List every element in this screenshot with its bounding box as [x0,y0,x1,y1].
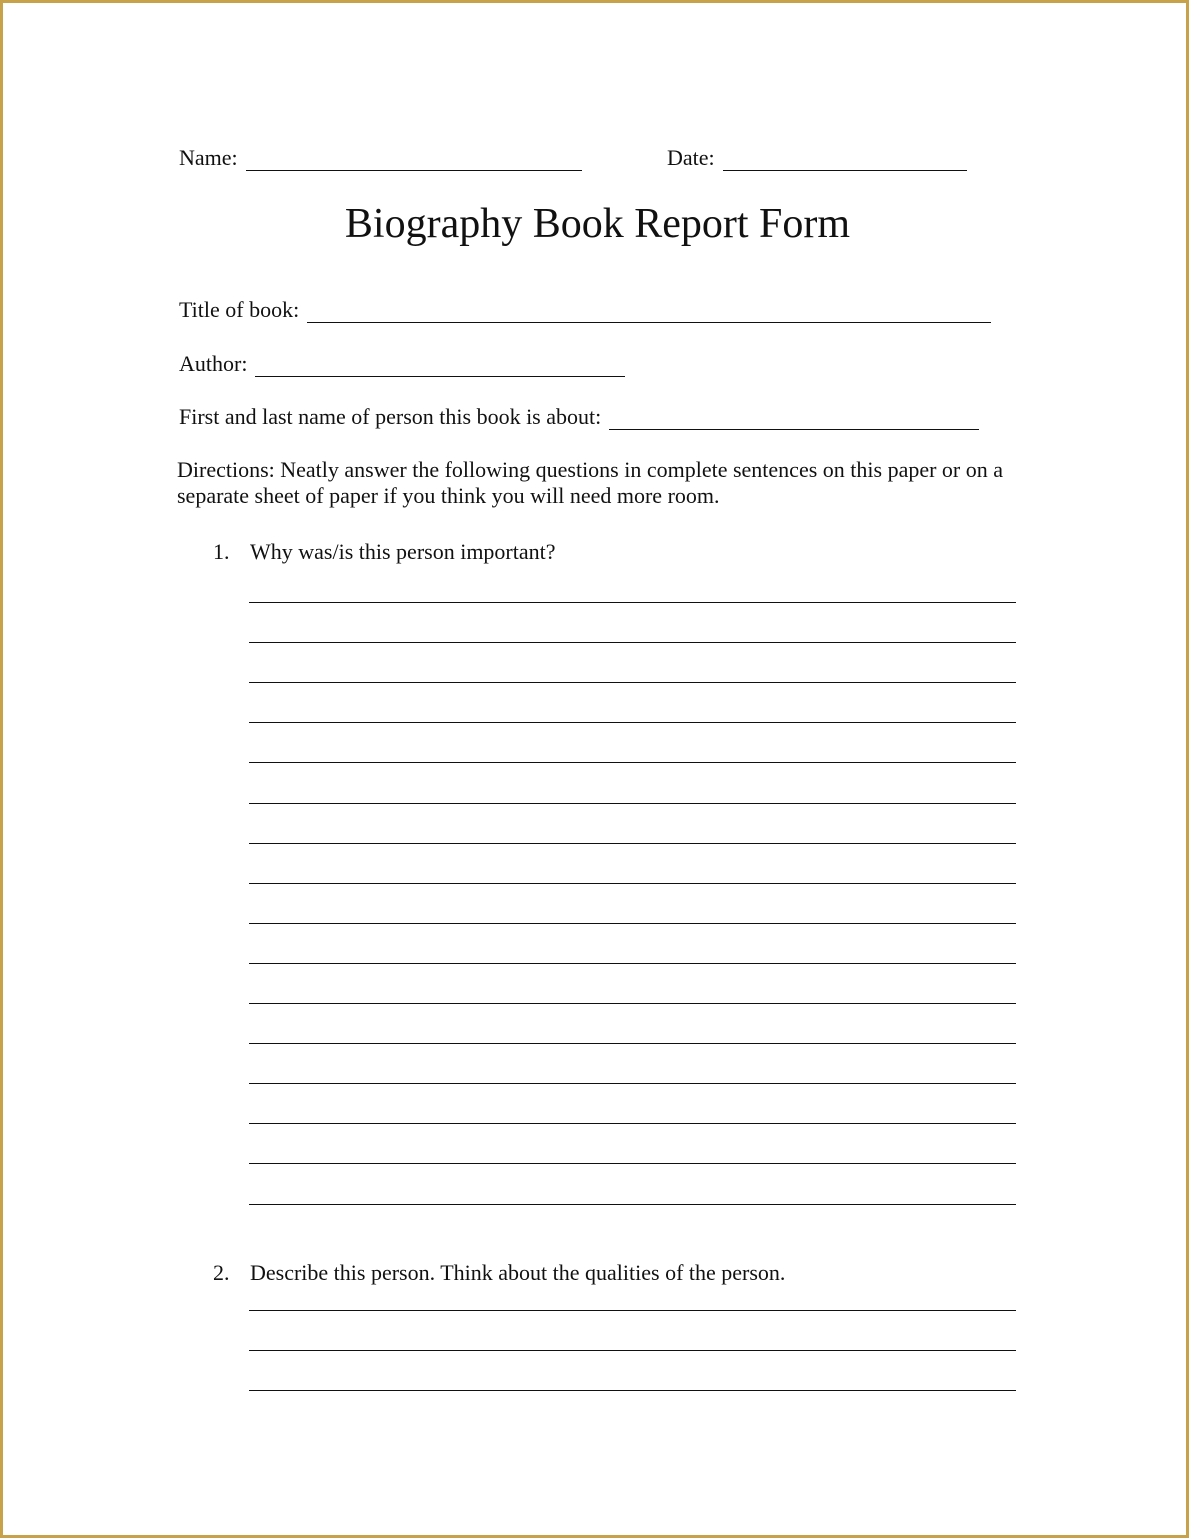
question-2 [213,1260,785,1286]
question-1-answer-line[interactable] [249,1083,1016,1084]
question-1-answer-line[interactable] [249,1003,1016,1004]
question-1-answer-line[interactable] [249,682,1016,683]
question-1-answer-line[interactable] [249,1163,1016,1164]
question-1-answer-line[interactable] [249,1123,1016,1124]
question-1-answer-line[interactable] [249,762,1016,763]
date-blank[interactable] [723,150,967,171]
question-1-text: Why was/is this person important? [250,539,556,564]
question-1-answer-line[interactable] [249,722,1016,723]
book-title-label: Title of book: [179,297,300,322]
question-1-answer-line[interactable] [249,923,1016,924]
date-field[interactable] [667,145,967,171]
question-1-answer-line[interactable] [249,642,1016,643]
question-2-text: Describe this person. Think about the qualities of the person. [250,1260,786,1285]
question-1-answer-line[interactable] [249,803,1016,804]
question-1-answer-line[interactable] [249,883,1016,884]
name-field[interactable] [179,145,582,171]
question-2-answer-line[interactable] [249,1390,1016,1391]
subject-field[interactable] [179,404,979,430]
author-label: Author: [179,351,248,376]
question-2-answer-line[interactable] [249,1310,1016,1311]
name-blank[interactable] [246,150,582,171]
author-blank[interactable] [255,356,625,377]
question-1-number: 1. [213,539,230,564]
directions-text: Directions: Neatly answer the following questions in complete sentences on this paper or on a separate sheet of paper if you think you will need more room. [177,457,1004,508]
date-label: Date: [667,145,715,170]
question-1 [213,539,556,565]
question-2-number: 2. [213,1260,230,1285]
subject-label: First and last name of person this book is about: [179,404,602,429]
question-1-answer-line[interactable] [249,1043,1016,1044]
question-1-answer-line[interactable] [249,963,1016,964]
question-1-answer-line[interactable] [249,1204,1016,1205]
question-1-answer-line[interactable] [249,843,1016,844]
author-field[interactable] [179,351,625,377]
page-title: Biography Book Report Form [344,201,851,247]
book-title-blank[interactable] [307,302,991,323]
question-1-answer-line[interactable] [249,602,1016,603]
subject-blank[interactable] [609,409,979,430]
question-2-answer-line[interactable] [249,1350,1016,1351]
book-title-field[interactable] [179,297,991,323]
name-label: Name: [179,145,238,170]
